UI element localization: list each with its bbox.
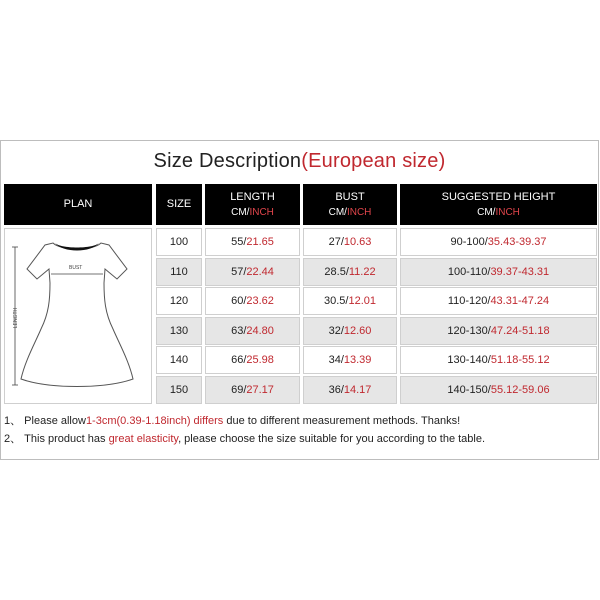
size-chart-card <box>0 140 599 460</box>
title-main: Size Description <box>153 150 302 172</box>
cell-size: 120 <box>156 287 202 315</box>
header-bust-unit: CM/INCH <box>328 206 372 218</box>
header-plan-label: PLAN <box>63 198 93 210</box>
title-sub: (European size) <box>301 150 446 172</box>
cell-length: 55/ 21.65 <box>205 228 300 256</box>
header-suggested-label: SUGGESTED HEIGHT <box>441 190 556 203</box>
cell-suggested-height: 130-140/ 51.18-55.12 <box>400 346 597 374</box>
cell-length: 63/ 24.80 <box>205 317 300 345</box>
header-bust-label: BUST <box>335 190 365 203</box>
cell-suggested-height: 110-120/ 43.31-47.24 <box>400 287 597 315</box>
cell-size: 150 <box>156 376 202 404</box>
cell-bust: 30.5/ 12.01 <box>303 287 397 315</box>
cell-bust: 34/ 13.39 <box>303 346 397 374</box>
header-size-label: SIZE <box>166 198 192 210</box>
cell-size: 140 <box>156 346 202 374</box>
cell-bust: 27/ 10.63 <box>303 228 397 256</box>
cell-suggested-height: 140-150/ 55.12-59.06 <box>400 376 597 404</box>
cell-length: 57/ 22.44 <box>205 258 300 286</box>
cell-size: 100 <box>156 228 202 256</box>
header-size <box>156 184 202 225</box>
chart-title <box>1 144 598 178</box>
header-length-unit: CM/INCH <box>231 206 274 218</box>
header-length <box>205 184 300 225</box>
cell-size: 130 <box>156 317 202 345</box>
cell-suggested-height: 90-100/ 35.43-39.37 <box>400 228 597 256</box>
dress-diagram <box>4 228 152 404</box>
cell-size: 110 <box>156 258 202 286</box>
diagram-bust-label: BUST <box>69 265 83 271</box>
header-suggested-unit: CM/INCH <box>477 206 520 218</box>
note-1: 1、 Please allow1-3cm(0.39-1.18inch) differs due to different measurement methods. Thanks! <box>4 415 461 427</box>
cell-bust: 36/ 14.17 <box>303 376 397 404</box>
cell-suggested-height: 100-110/ 39.37-43.31 <box>400 258 597 286</box>
cell-length: 66/ 25.98 <box>205 346 300 374</box>
cell-bust: 28.5/ 11.22 <box>303 258 397 286</box>
cell-suggested-height: 120-130/ 47.24-51.18 <box>400 317 597 345</box>
cell-length: 60/ 23.62 <box>205 287 300 315</box>
diagram-length-label: LENGTH <box>13 307 20 329</box>
cell-length: 69/ 27.17 <box>205 376 300 404</box>
dress-outline-icon <box>5 229 151 403</box>
note-2: 2、 This product has great elasticity, please choose the size suitable for you according to the table. <box>4 433 486 445</box>
header-suggested-height <box>400 184 597 225</box>
header-bust <box>303 184 397 225</box>
cell-bust: 32/ 12.60 <box>303 317 397 345</box>
header-length-label: LENGTH <box>230 190 275 203</box>
header-plan <box>4 184 152 225</box>
notes <box>4 412 485 448</box>
